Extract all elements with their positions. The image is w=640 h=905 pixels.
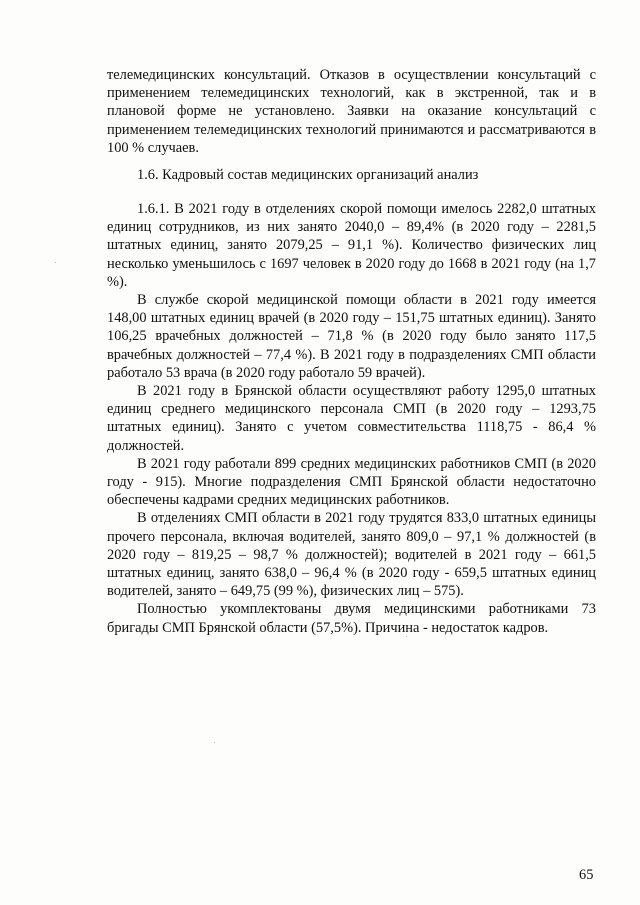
scan-speck (55, 262, 56, 263)
intro-paragraph-block (107, 66, 596, 157)
body-paragraph-1: 1.6.1. В 2021 году в отделениях скорой помощи имелось 2282,0 штатных единиц сотрудников, из них занято 2040,0 – 89,4% (в 2020 году – 2281,5 штатных единиц, занято 2079,25 – 91,1 %). Количество физических лиц несколько уменьшилось с 1697 человек в 2020 году до 1668 в 2021 году (на 1,7 %). (107, 201, 596, 290)
body-paragraph-2: В службе скорой медицинской помощи области в 2021 году имеется 148,00 штатных единиц врачей (в 2020 году – 151,75 штатных единиц). Занято 106,25 врачебных должностей – 71,8 % (в 2020 году было занято 117,5 врачебных должностей – 77,4 %). В 2021 году в подразделениях СМП области работало 53 врача (в 2020 году работало 59 врачей). (107, 292, 596, 381)
section-body (107, 200, 596, 637)
body-paragraph-4: В 2021 году работали 899 средних медицинских работников СМП (в 2020 году - 915). Многие подразделения СМП Брянской области недостаточно обеспечены кадрами средних медицинских работников. (107, 455, 596, 509)
body-paragraph-6: Полностью укомплектованы двумя медицинскими работниками 73 бригады СМП Брянской области (57,5%). Причина - недостаток кадров. (107, 601, 596, 636)
scan-speck (214, 742, 215, 743)
body-paragraph-5: В отделениях СМП области в 2021 году трудятся 833,0 штатных единицы прочего персонала, включая водителей, занято 809,0 – 97,1 % должностей (в 2020 году – 819,25 – 98,7 % должностей); водителей в 2021 году – 661,5 штатных единиц, занято 638,0 – 96,4 % (в 2020 году - 659,5 штатных единиц водителей, занято – 649,75 (99 %), физических лиц – 575). (107, 510, 596, 600)
intro-paragraph: телемедицинских консультаций. Отказов в осуществлении консультаций с применением телемедицинских технологий, как в экстренной, так и в плановой форме не установлено. Заявки на оказание консультаций с применением телемедицинских технологий принимаются и рассматриваются в 100 % случаев. (107, 67, 596, 156)
body-paragraph-3: В 2021 году в Брянской области осуществляют работу 1295,0 штатных единиц среднего медицинского персонала СМП (в 2020 году – 1293,75 штатных единиц). Занято с учетом совместительства 1118,75 - 86,4 % должностей. (107, 383, 596, 454)
scan-speck (406, 636, 407, 637)
section-heading: 1.6. Кадровый состав медицинских организаций анализ (137, 167, 479, 183)
page-number: 65 (579, 867, 594, 883)
